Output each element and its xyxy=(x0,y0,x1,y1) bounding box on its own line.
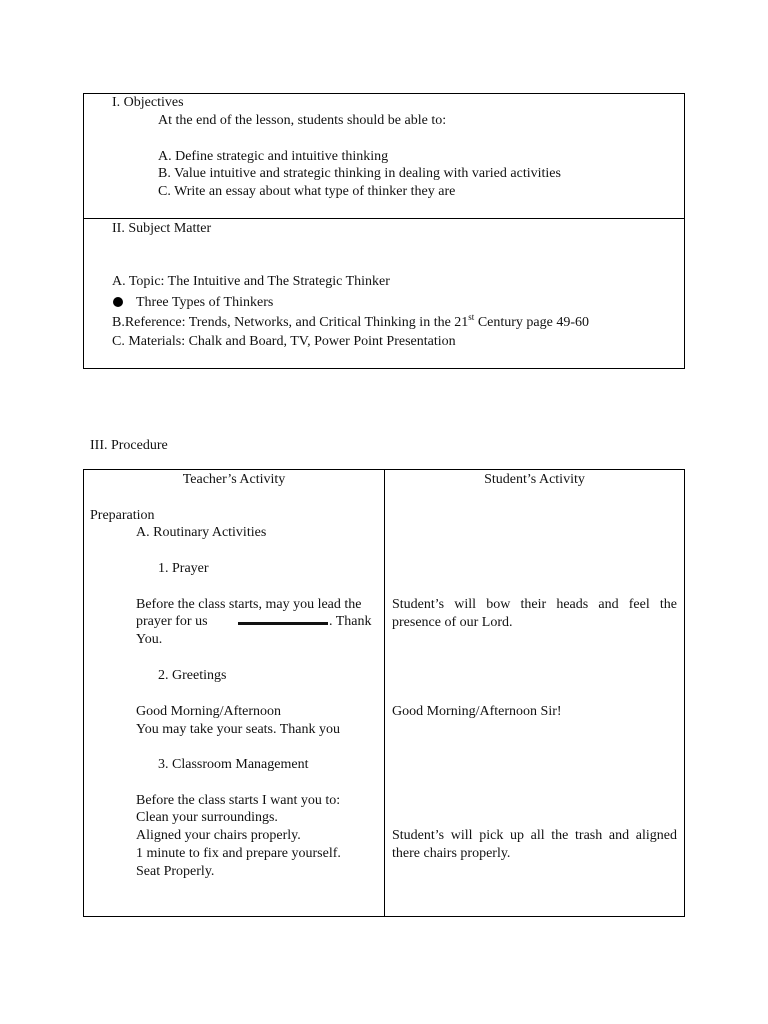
teacher-activity-header: Teacher’s Activity xyxy=(182,472,286,487)
subject-materials: C. Materials: Chalk and Board, TV, Power Point Presentation xyxy=(112,334,456,349)
greetings-teacher-line-2: You may take your seats. Thank you xyxy=(136,722,341,737)
prayer-teacher-line-3: You. xyxy=(136,632,163,647)
prayer-teacher-line-2: prayer for us xyxy=(136,614,208,629)
reference-text-end: Century page 49-60 xyxy=(474,315,590,330)
classroom-teacher-line-3: Aligned your chairs properly. xyxy=(136,828,301,843)
procedure-heading: III. Procedure xyxy=(90,438,168,453)
subject-reference xyxy=(112,314,589,331)
prayer-teacher-line-1: Before the class starts, may you lead the xyxy=(136,597,362,612)
classroom-teacher-line-1: Before the class starts I want you to: xyxy=(136,793,341,808)
subject-matter-heading: II. Subject Matter xyxy=(112,221,212,236)
subject-bullet-text: Three Types of Thinkers xyxy=(136,295,274,310)
greetings-label: 2. Greetings xyxy=(158,668,227,683)
preparation-label: Preparation xyxy=(90,508,155,523)
prayer-teacher-line-2-end: . Thank xyxy=(329,614,372,629)
reference-superscript: st xyxy=(468,312,475,322)
prayer-label: 1. Prayer xyxy=(158,561,209,576)
classroom-teacher-line-4: 1 minute to fix and prepare yourself. xyxy=(136,846,341,861)
greetings-student-response: Good Morning/Afternoon Sir! xyxy=(392,704,562,719)
routinary-activities-label: A. Routinary Activities xyxy=(136,525,267,540)
classroom-teacher-line-2: Clean your surroundings. xyxy=(136,810,278,825)
objectives-heading: I. Objectives xyxy=(112,95,184,110)
student-activity-header: Student’s Activity xyxy=(484,472,585,487)
name-blank-line xyxy=(238,622,328,625)
bullet-icon xyxy=(113,297,123,307)
objective-item-b: B. Value intuitive and strategic thinking in dealing with varied activities xyxy=(158,166,561,181)
objectives-intro: At the end of the lesson, students should be able to: xyxy=(158,113,447,128)
objectives-divider xyxy=(83,218,685,219)
subject-topic: A. Topic: The Intuitive and The Strategic Thinker xyxy=(112,274,390,289)
prayer-student-response: Student’s will bow their heads and feel the presence of our Lord. xyxy=(392,597,677,630)
objective-item-c: C. Write an essay about what type of thinker they are xyxy=(158,184,456,199)
reference-text: B.Reference: Trends, Networks, and Critical Thinking in the 21 xyxy=(112,315,469,330)
classroom-student-response: Student’s will pick up all the trash and aligned there chairs properly. xyxy=(392,828,677,861)
classroom-teacher-line-5: Seat Properly. xyxy=(136,864,215,879)
classroom-management-label: 3. Classroom Management xyxy=(158,757,309,772)
procedure-column-divider xyxy=(384,469,385,917)
objective-item-a: A. Define strategic and intuitive thinking xyxy=(158,149,389,164)
greetings-teacher-line-1: Good Morning/Afternoon xyxy=(136,704,282,719)
